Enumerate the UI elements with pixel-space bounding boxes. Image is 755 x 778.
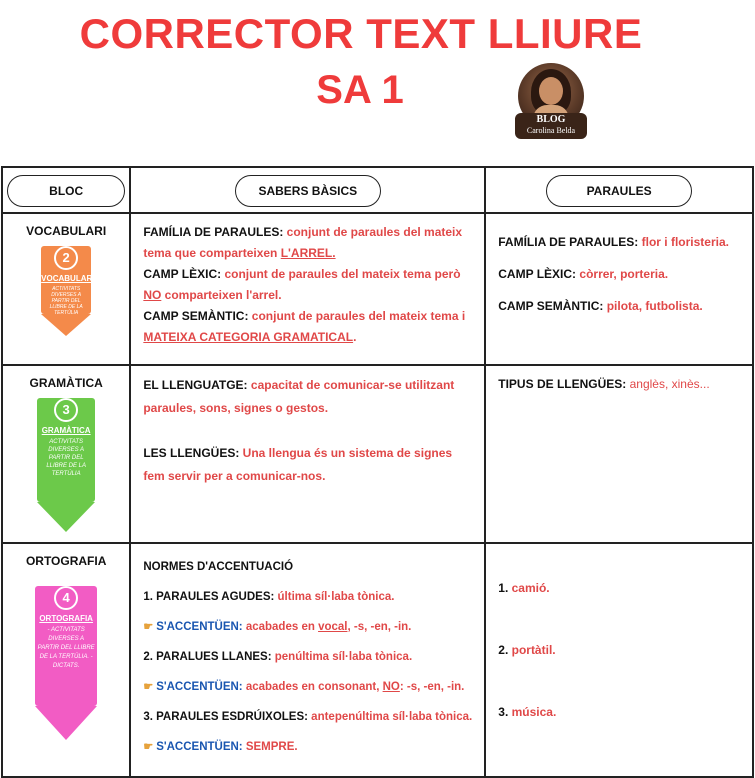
paraula-item: CAMP LÈXIC: còrrer, porteria. (498, 267, 669, 281)
rule-item: 2. PARALUES LLANES: penúltima síl·laba tònica. (143, 651, 413, 663)
column-header-paraules: PARAULES (546, 175, 692, 207)
bloc-label: VOCABULARI (26, 224, 107, 238)
badge-sub: - ACTIVITATS DIVERSES A PARTIR DEL LLIBRE DE LA TERTÚLIA. - DICTATS. (37, 627, 95, 669)
column-header-sabers: SABERS BÀSICS (235, 175, 381, 207)
paraules-cell (485, 365, 753, 543)
ortografia-badge (35, 586, 97, 740)
vocabulari-badge (41, 246, 95, 336)
saber-item: FAMÍLIA DE PARAULES: conjunt de paraules del mateix tema que comparteixen L'ARREL. (143, 225, 463, 260)
badge-sub: ACTIVITATS DIVERSES A PARTIR DEL LLIBRE DE LA TERTÚLIA (49, 286, 83, 316)
pointing-hand-icon: ☛ (143, 681, 154, 693)
paraula-item: FAMÍLIA DE PARAULES: flor i floristeria. (498, 235, 729, 249)
page-title: CORRECTOR TEXT LLIURE (79, 10, 643, 57)
rule-accent: ☛ S'ACCENTÜEN: SEMPRE. (143, 741, 298, 753)
gramatica-badge (37, 398, 95, 532)
badge-number: 4 (54, 586, 78, 610)
saber-item: CAMP LÈXIC: conjunt de paraules del mateix tema però NO comparteixen l'arrel. (143, 267, 461, 302)
paraules-cell (485, 543, 753, 777)
bloc-label: ORTOGRAFIA (25, 554, 107, 568)
badge-name: GRAMÀTICA (41, 426, 91, 435)
bloc-cell (2, 213, 130, 365)
column-header-bloc: BLOC (7, 175, 125, 207)
sabers-cell (130, 365, 485, 543)
pointing-hand-icon: ☛ (143, 621, 154, 633)
rule-accent: ☛ S'ACCENTÜEN: acabades en vocal, -s, -en, -in. (143, 621, 412, 633)
rule-item: 1. PARAULES AGUDES: última síl·laba tònica. (143, 591, 395, 603)
badge-name: ORTOGRAFIA (39, 614, 93, 623)
paraula-item: 2. portàtil. (498, 643, 556, 657)
blog-logo (515, 63, 589, 139)
paraules-cell (485, 213, 753, 365)
saber-item: LES LLENGÜES: Una llengua és un sistema de signes fem servir per a comunicar-nos. (143, 446, 453, 483)
badge-number: 3 (54, 398, 78, 422)
badge-name: VOCABULARI (41, 274, 95, 283)
pointing-hand-icon: ☛ (143, 741, 154, 753)
sabers-cell (130, 213, 485, 365)
paraula-item: CAMP SEMÀNTIC: pilota, futbolista. (498, 299, 703, 313)
normes-title: NORMES D'ACCENTUACIÓ (143, 561, 294, 573)
sabers-cell (130, 543, 485, 777)
logo-line2: Carolina Belda (526, 126, 576, 135)
paraula-item: 3. música. (498, 705, 557, 719)
logo-line1: BLOG (536, 114, 566, 125)
bloc-cell (2, 543, 130, 777)
paraula-item: 1. camió. (498, 581, 550, 595)
badge-sub: ACTIVITATS DIVERSES A PARTIR DEL LLIBRE DE LA TERTÚLIA (46, 439, 86, 477)
rule-item: 3. PARAULES ESDRÚIXOLES: antepenúltima síl·laba tònica. (143, 711, 473, 723)
paraula-item: TIPUS DE LLENGÜES: anglès, xinès... (498, 377, 710, 391)
saber-item: EL LLENGUATGE: capacitat de comunicar-se utilitzant paraules, sons, signes o gestos. (143, 378, 455, 415)
badge-number: 2 (54, 246, 78, 270)
page-subtitle: SA 1 (316, 68, 404, 112)
content-table (1, 166, 754, 778)
rule-accent: ☛ S'ACCENTÜEN: acabades en consonant, NO: -s, -en, -in. (143, 681, 465, 693)
bloc-label: GRAMÀTICA (29, 376, 103, 390)
saber-item: CAMP SEMÀNTIC: conjunt de paraules del mateix tema i MATEIXA CATEGORIA GRAMATICAL. (143, 309, 466, 344)
bloc-cell (2, 365, 130, 543)
